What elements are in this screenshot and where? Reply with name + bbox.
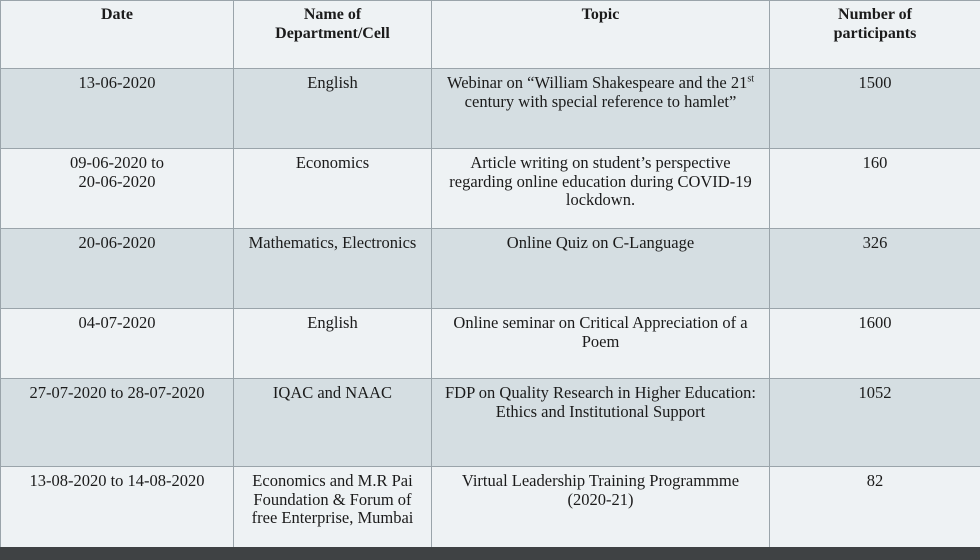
table-row [1, 379, 980, 467]
table-row [1, 69, 980, 149]
topic-cell: FDP on Quality Research in Higher Education: Ethics and Institutional Support [432, 379, 770, 467]
department-cell: Economics and M.R Pai Foundation & Forum of free Enterprise, Mumbai [234, 467, 432, 553]
table-row [1, 467, 980, 553]
date-cell: 13-08-2020 to 14-08-2020 [1, 467, 234, 553]
topic-cell: Webinar on “William Shakespeare and the 21st century with special reference to hamlet” [432, 69, 770, 149]
participants-cell: 1052 [770, 379, 980, 467]
header-date: Date [1, 1, 234, 69]
header-topic: Topic [432, 1, 770, 69]
participants-cell: 160 [770, 149, 980, 229]
topic-cell: Online Quiz on C-Language [432, 229, 770, 309]
department-cell: Economics [234, 149, 432, 229]
participants-cell: 1500 [770, 69, 980, 149]
table-row [1, 149, 980, 229]
department-cell: English [234, 69, 432, 149]
topic-cell: Article writing on student’s perspective regarding online education during COVID-19 lockdown. [432, 149, 770, 229]
date-cell: 20-06-2020 [1, 229, 234, 309]
date-cell: 13-06-2020 [1, 69, 234, 149]
topic-cell: Virtual Leadership Training Programmme (2020-21) [432, 467, 770, 553]
header-row [1, 1, 980, 69]
header-participants: Number of participants [770, 1, 980, 69]
table-row [1, 229, 980, 309]
date-cell: 09-06-2020 to 20-06-2020 [1, 149, 234, 229]
table-row [1, 309, 980, 379]
participants-cell: 326 [770, 229, 980, 309]
department-cell: IQAC and NAAC [234, 379, 432, 467]
participants-cell: 1600 [770, 309, 980, 379]
header-department: Name of Department/Cell [234, 1, 432, 69]
date-cell: 27-07-2020 to 28-07-2020 [1, 379, 234, 467]
department-cell: English [234, 309, 432, 379]
footer-bar [0, 547, 980, 560]
date-cell: 04-07-2020 [1, 309, 234, 379]
topic-cell: Online seminar on Critical Appreciation of a Poem [432, 309, 770, 379]
department-cell: Mathematics, Electronics [234, 229, 432, 309]
participants-cell: 82 [770, 467, 980, 553]
